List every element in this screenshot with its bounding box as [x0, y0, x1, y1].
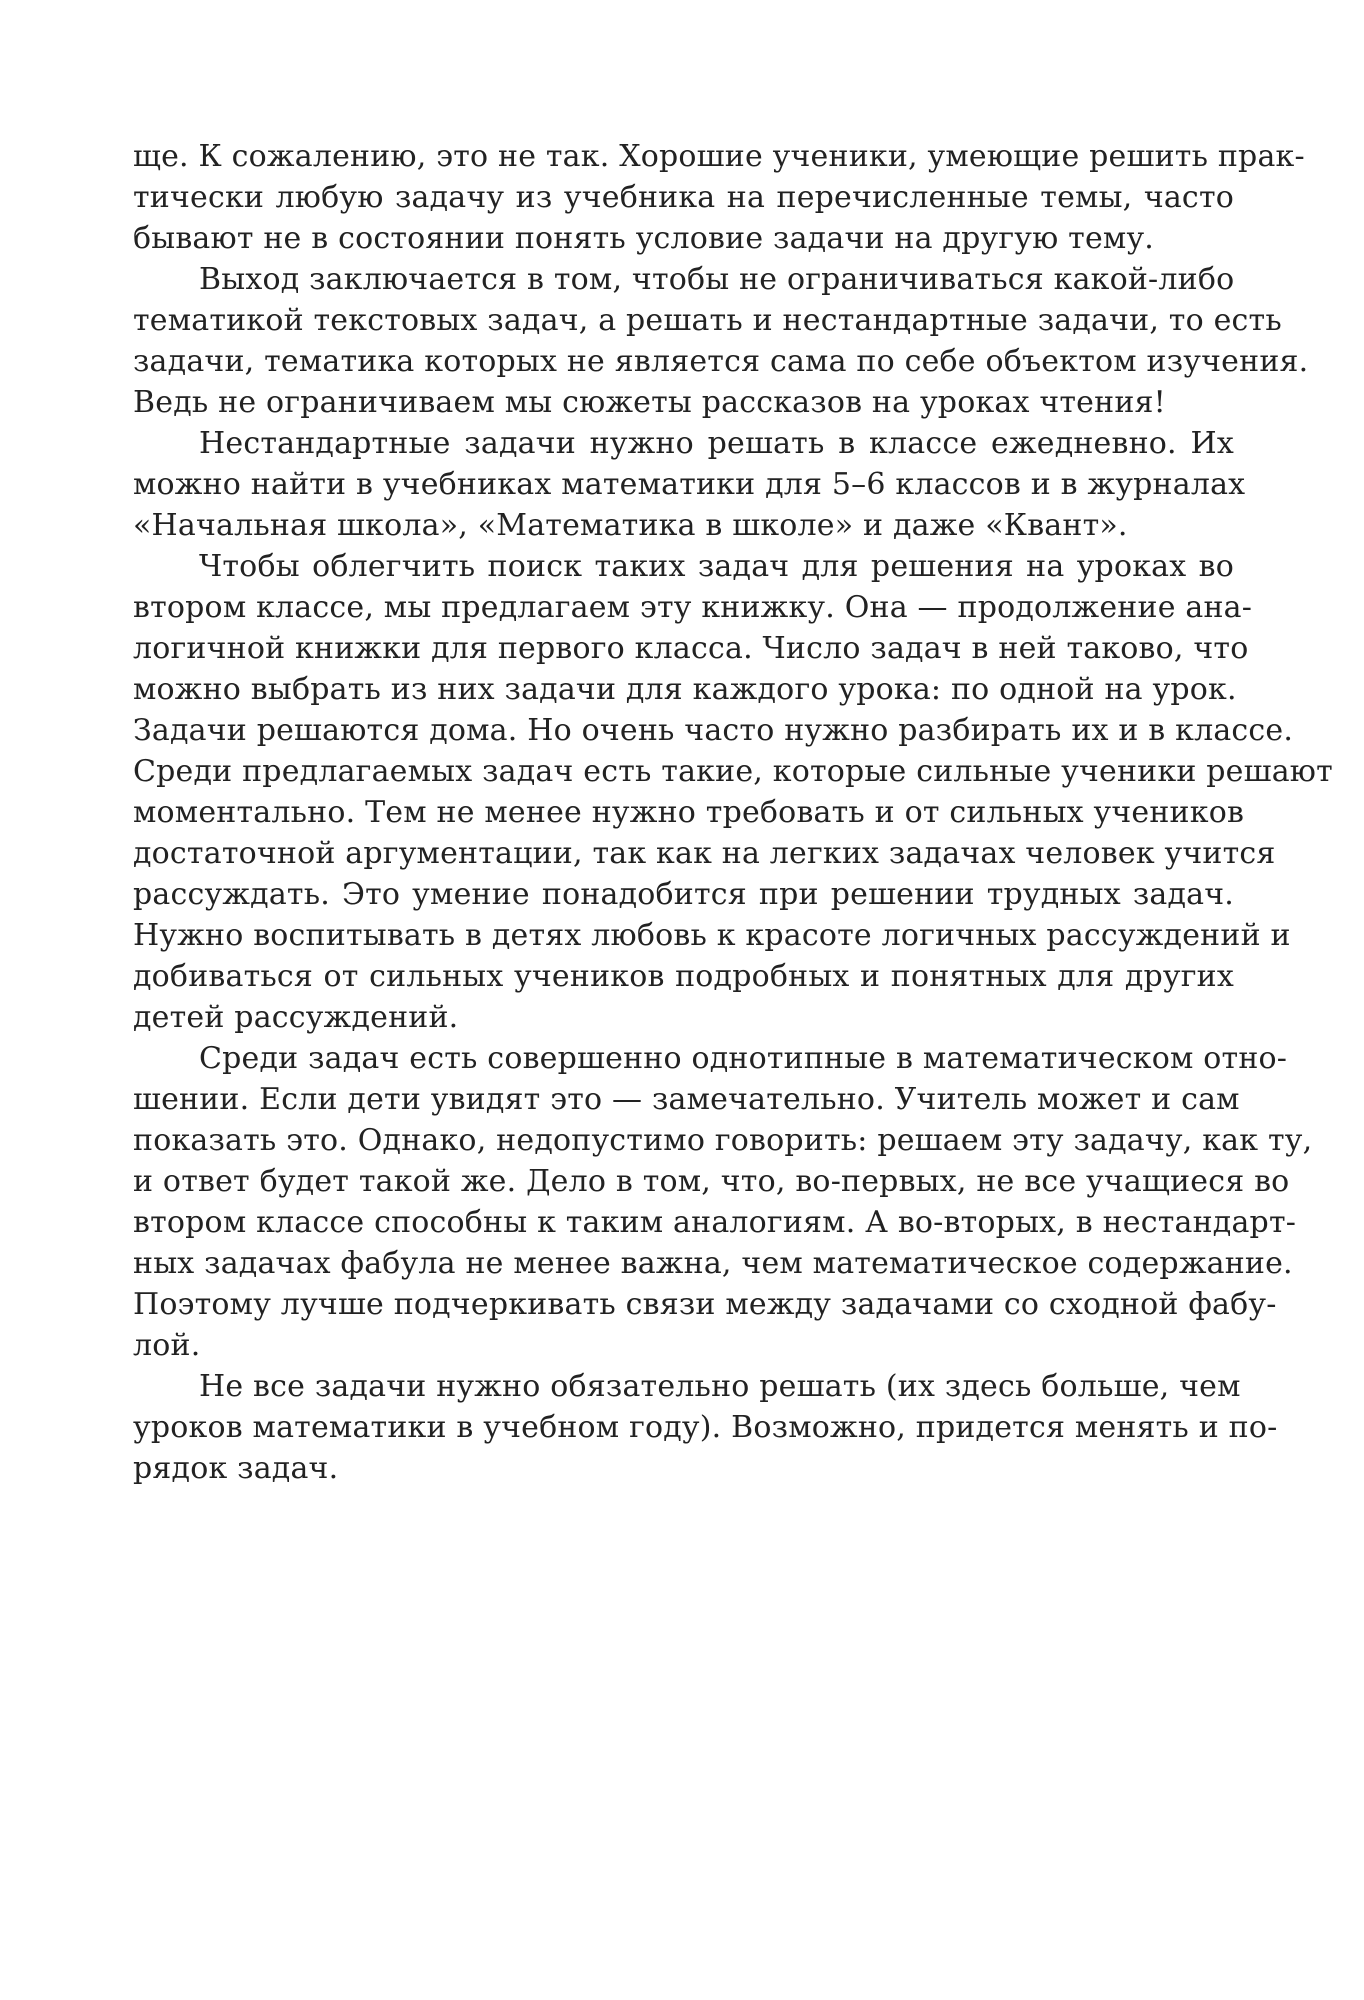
text-line: ще. К сожалению, это не так. Хорошие ученики, умеющие решить прак- [133, 139, 1305, 174]
text-line: логичной книжки для первого класса. Число задач в ней таково, что [133, 631, 1249, 666]
text-line: втором классе способны к таким аналогиям. А во-вторых, в нестандарт- [133, 1205, 1297, 1240]
text-line: добиваться от сильных учеников подробных и понятных для других [133, 959, 1234, 994]
text-line: шении. Если дети увидят это — замечательно. Учитель может и сам [133, 1082, 1240, 1117]
text-line: бывают не в состоянии понять условие задачи на другую тему. [133, 221, 1155, 256]
text-line: Чтобы облегчить поиск таких задач для решения на уроках во [199, 549, 1234, 584]
paragraph-book [133, 546, 1333, 1038]
text-line: можно выбрать из них задачи для каждого урока: по одной на урок. [133, 672, 1237, 707]
text-line: показать это. Однако, недопустимо говорить: решаем эту задачу, как ту, [133, 1123, 1313, 1158]
paragraph-continuation [133, 136, 1305, 259]
text-line: Задачи решаются дома. Но очень часто нужно разбирать их и в классе. [133, 713, 1294, 748]
text-line: Среди предлагаемых задач есть такие, которые сильные ученики решают [133, 754, 1333, 789]
text-line: рассуждать. Это умение понадобится при решении трудных задач. [133, 877, 1234, 912]
text-line: Выход заключается в том, чтобы не ограничиваться какой-либо [199, 262, 1235, 297]
paragraph-similar [133, 1038, 1313, 1366]
text-line: достаточной аргументации, так как на легких задачах человек учится [133, 836, 1276, 871]
text-line: Нестандартные задачи нужно решать в классе ежедневно. Их [199, 426, 1234, 461]
text-line: втором классе, мы предлагаем эту книжку. Она — продолжение ана- [133, 590, 1253, 625]
body-text [133, 136, 1333, 1489]
text-line: Нужно воспитывать в детях любовь к красоте логичных рассуждений и [133, 918, 1291, 953]
text-line: тематикой текстовых задач, а решать и нестандартные задачи, то есть [133, 303, 1282, 338]
text-line: уроков математики в учебном году). Возможно, придется менять и по- [133, 1410, 1278, 1445]
text-line: можно найти в учебниках математики для 5–6 классов и в журналах [133, 467, 1246, 502]
text-line: Не все задачи нужно обязательно решать (их здесь больше, чем [199, 1369, 1241, 1404]
text-line: Среди задач есть совершенно однотипные в математическом отно- [199, 1041, 1288, 1076]
text-line: задачи, тематика которых не является сама по себе объектом изучения. [133, 344, 1309, 379]
text-line: «Начальная школа», «Математика в школе» и даже «Квант». [133, 508, 1128, 543]
text-line: Поэтому лучше подчеркивать связи между задачами со сходной фабу- [133, 1287, 1277, 1322]
text-line: лой. [133, 1328, 201, 1363]
text-line: рядок задач. [133, 1451, 339, 1486]
text-line: моментально. Тем не менее нужно требовать и от сильных учеников [133, 795, 1245, 830]
paragraph-not-all [133, 1366, 1278, 1489]
paragraph-daily [133, 423, 1246, 546]
text-line: детей рассуждений. [133, 1000, 459, 1035]
text-line: тически любую задачу из учебника на перечисленные темы, часто [133, 180, 1234, 215]
text-line: и ответ будет такой же. Дело в том, что, во-первых, не все учащиеся во [133, 1164, 1290, 1199]
paragraph-exit [133, 259, 1309, 423]
text-line: ных задачах фабула не менее важна, чем математическое содержание. [133, 1246, 1293, 1281]
text-line: Ведь не ограничиваем мы сюжеты рассказов на уроках чтения! [133, 385, 1166, 420]
